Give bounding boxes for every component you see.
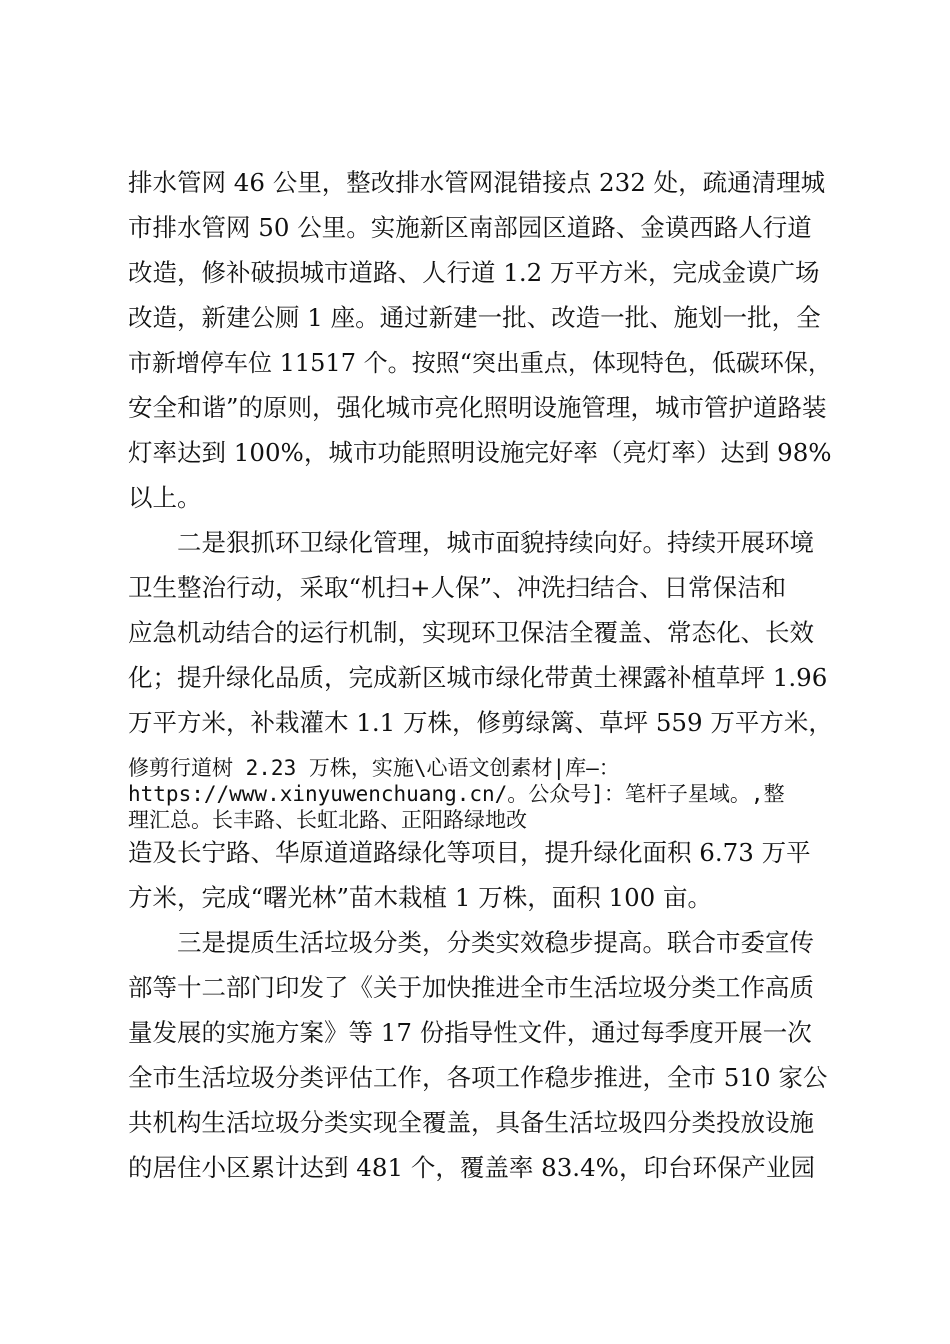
text-line: 安全和谐”的原则，强化城市亮化照明设施管理，城市管护道路装 [128, 393, 827, 422]
text-line: 排水管网 46 公里，整改排水管网混错接点 232 处，疏通清理城 [128, 168, 826, 197]
text-line: 方米，完成“曙光林”苗木栽植 1 万株，面积 100 亩。 [128, 883, 713, 912]
text-line: 部等十二部门印发了《关于加快推进全市生活垃圾分类工作高质 [128, 973, 814, 1002]
paragraph-3-start: 三是提质生活垃圾分类，分类实效稳步提高。联合市委宣传 [177, 928, 814, 957]
text-line: 灯率达到 100%，城市功能照明设施完好率（亮灯率）达到 98% [128, 438, 832, 467]
text-line: 共机构生活垃圾分类实现全覆盖，具备生活垃圾四分类投放设施 [128, 1108, 814, 1137]
text-line: 市新增停车位 11517 个。按照“突出重点，体现特色，低碳环保， [128, 349, 832, 377]
text-line: 改造，新建公厕 1 座。通过新建一批、改造一批、施划一批，全 [128, 303, 821, 332]
text-line: 全市生活垃圾分类评估工作，各项工作稳步推进，全市 510 家公 [128, 1063, 828, 1092]
watermark-link-line: https://www.xinyuwenchuang.cn/。公众号]：笔杆子星域。,整 [128, 782, 785, 806]
paragraph-2-start: 二是狠抓环卫绿化管理，城市面貌持续向好。持续开展环境 [177, 528, 814, 557]
text-line: 改造，修补破损城市道路、人行道 1.2 万平方米，完成金谟广场 [128, 258, 820, 287]
text-line: 应急机动结合的运行机制，实现环卫保洁全覆盖、常态化、长效 [128, 618, 814, 647]
text-line: 理汇总。长丰路、长虹北路、正阳路绿地改 [128, 808, 527, 832]
text-line: 的居住小区累计达到 481 个，覆盖率 83.4%，印台环保产业园 [128, 1153, 815, 1182]
text-line: 卫生整治行动，采取“机扫+人保”、冲洗扫结合、日常保洁和 [128, 573, 787, 602]
text-line: 以上。 [128, 483, 202, 512]
text-line: 量发展的实施方案》等 17 份指导性文件，通过每季度开展一次 [128, 1018, 812, 1047]
text-line: 造及长宁路、华原道道路绿化等项目，提升绿化面积 6.73 万平 [128, 838, 811, 867]
text-line: 化；提升绿化品质，完成新区城市绿化带黄土裸露补植草坪 1.96 [128, 663, 828, 692]
text-line: 市排水管网 50 公里。实施新区南部园区道路、金谟西路人行道 [128, 213, 812, 242]
text-line: 修剪行道树 2.23 万株，实施\心语文创素材|库—： [128, 756, 620, 780]
text-line: 万平方米，补栽灌木 1.1 万株，修剪绿篱、草坪 559 万平方米， [128, 708, 833, 737]
